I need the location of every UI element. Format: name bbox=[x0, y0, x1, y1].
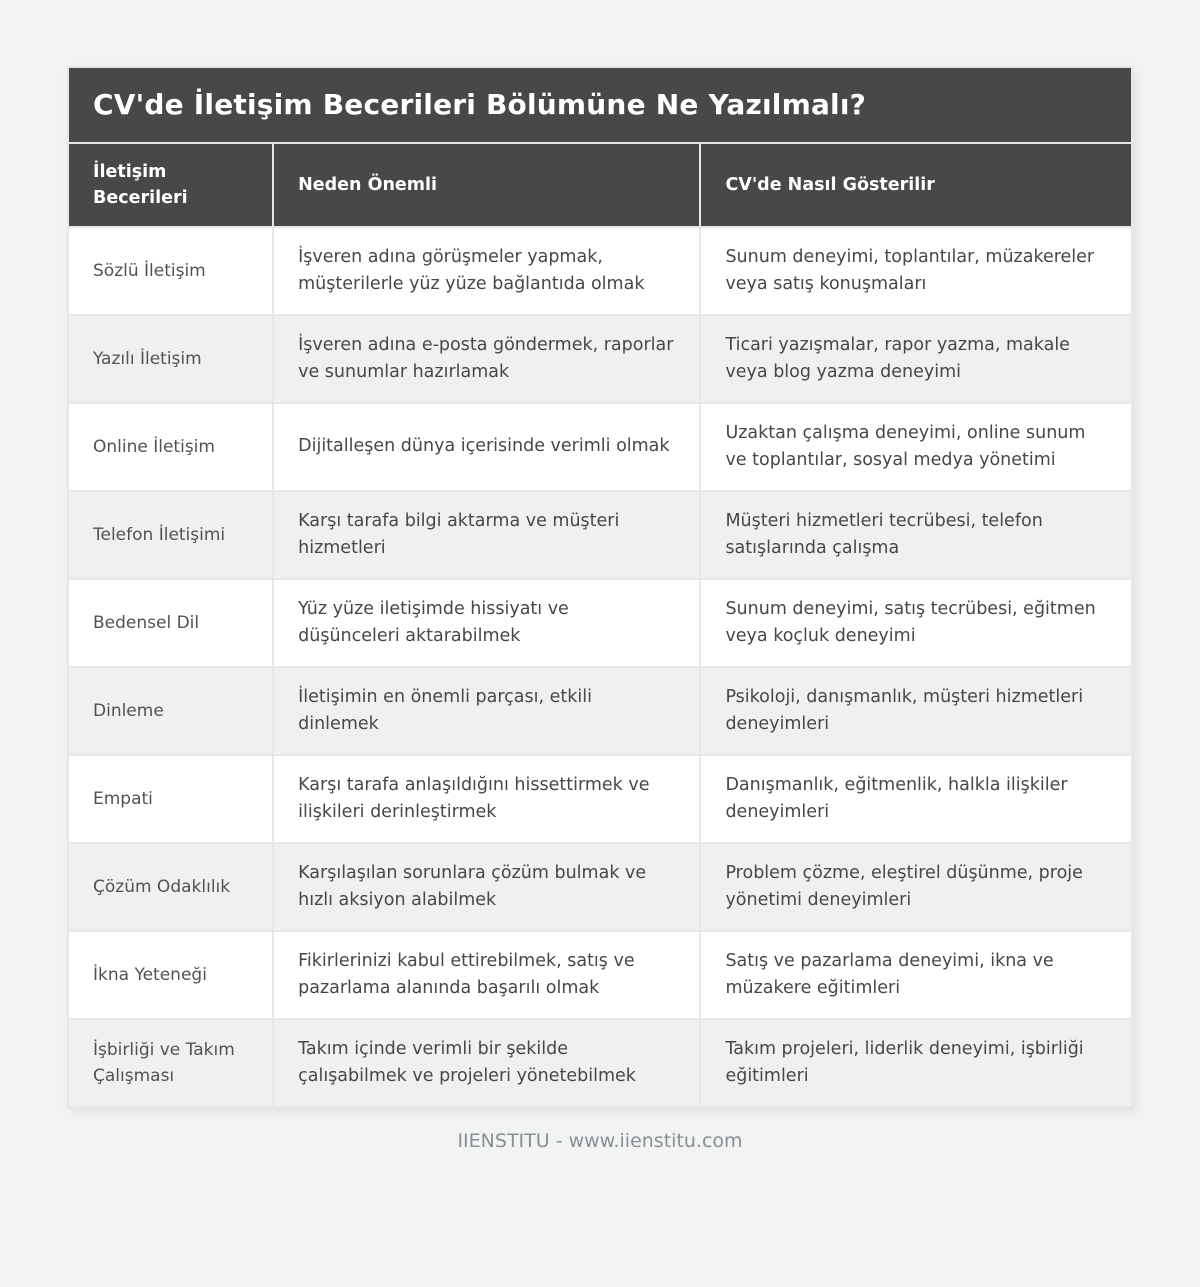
table-row bbox=[69, 228, 1131, 314]
how-cell: Satış ve pazarlama deneyimi, ikna ve müzakere eğitimleri bbox=[701, 932, 1131, 1018]
table-row bbox=[69, 492, 1131, 578]
skill-cell: Empati bbox=[69, 756, 272, 842]
how-cell: Problem çözme, eleştirel düşünme, proje yönetimi deneyimleri bbox=[701, 844, 1131, 930]
column-header-row bbox=[69, 144, 1131, 226]
skill-cell: Telefon İletişimi bbox=[69, 492, 272, 578]
skill-cell: Bedensel Dil bbox=[69, 580, 272, 666]
why-cell: Dijitalleşen dünya içerisinde verimli olmak bbox=[274, 404, 699, 490]
how-cell: Danışmanlık, eğitmenlik, halkla ilişkiler deneyimleri bbox=[701, 756, 1131, 842]
skills-table-card bbox=[67, 66, 1133, 1108]
how-cell: Psikoloji, danışmanlık, müşteri hizmetleri deneyimleri bbox=[701, 668, 1131, 754]
why-cell: İşveren adına e-posta göndermek, raporlar ve sunumlar hazırlamak bbox=[274, 316, 699, 402]
how-cell: Takım projeleri, liderlik deneyimi, işbirliği eğitimleri bbox=[701, 1020, 1131, 1106]
why-cell: Takım içinde verimli bir şekilde çalışabilmek ve projeleri yönetebilmek bbox=[274, 1020, 699, 1106]
table-row bbox=[69, 580, 1131, 666]
table-row bbox=[69, 932, 1131, 1018]
skill-cell: Çözüm Odaklılık bbox=[69, 844, 272, 930]
skill-cell: Dinleme bbox=[69, 668, 272, 754]
why-cell: Fikirlerinizi kabul ettirebilmek, satış ve pazarlama alanında başarılı olmak bbox=[274, 932, 699, 1018]
why-cell: Karşı tarafa anlaşıldığını hissettirmek ve ilişkileri derinleştirmek bbox=[274, 756, 699, 842]
communication-skills-table bbox=[67, 66, 1133, 1108]
how-cell: Sunum deneyimi, toplantılar, müzakereler veya satış konuşmaları bbox=[701, 228, 1131, 314]
why-cell: İletişimin en önemli parçası, etkili dinlemek bbox=[274, 668, 699, 754]
table-row bbox=[69, 844, 1131, 930]
skill-cell: Online İletişim bbox=[69, 404, 272, 490]
table-row bbox=[69, 756, 1131, 842]
column-header-why: Neden Önemli bbox=[274, 144, 699, 226]
skill-cell: Sözlü İletişim bbox=[69, 228, 272, 314]
how-cell: Ticari yazışmalar, rapor yazma, makale veya blog yazma deneyimi bbox=[701, 316, 1131, 402]
table-row bbox=[69, 404, 1131, 490]
how-cell: Uzaktan çalışma deneyimi, online sunum ve toplantılar, sosyal medya yönetimi bbox=[701, 404, 1131, 490]
table-row bbox=[69, 316, 1131, 402]
footer-credit: IIENSTITU - www.iienstitu.com bbox=[457, 1130, 743, 1152]
how-cell: Müşteri hizmetleri tecrübesi, telefon satışlarında çalışma bbox=[701, 492, 1131, 578]
skill-cell: İkna Yeteneği bbox=[69, 932, 272, 1018]
why-cell: İşveren adına görüşmeler yapmak, müşterilerle yüz yüze bağlantıda olmak bbox=[274, 228, 699, 314]
table-row bbox=[69, 1020, 1131, 1106]
page-title: CV'de İletişim Becerileri Bölümüne Ne Yazılmalı? bbox=[69, 68, 1131, 142]
why-cell: Yüz yüze iletişimde hissiyatı ve düşünceleri aktarabilmek bbox=[274, 580, 699, 666]
why-cell: Karşılaşılan sorunlara çözüm bulmak ve hızlı aksiyon alabilmek bbox=[274, 844, 699, 930]
table-row bbox=[69, 668, 1131, 754]
why-cell: Karşı tarafa bilgi aktarma ve müşteri hizmetleri bbox=[274, 492, 699, 578]
how-cell: Sunum deneyimi, satış tecrübesi, eğitmen veya koçluk deneyimi bbox=[701, 580, 1131, 666]
column-header-skill: İletişim Becerileri bbox=[69, 144, 272, 226]
column-header-how: CV'de Nasıl Gösterilir bbox=[701, 144, 1131, 226]
title-row bbox=[69, 68, 1131, 142]
skill-cell: İşbirliği ve Takım Çalışması bbox=[69, 1020, 272, 1106]
skill-cell: Yazılı İletişim bbox=[69, 316, 272, 402]
